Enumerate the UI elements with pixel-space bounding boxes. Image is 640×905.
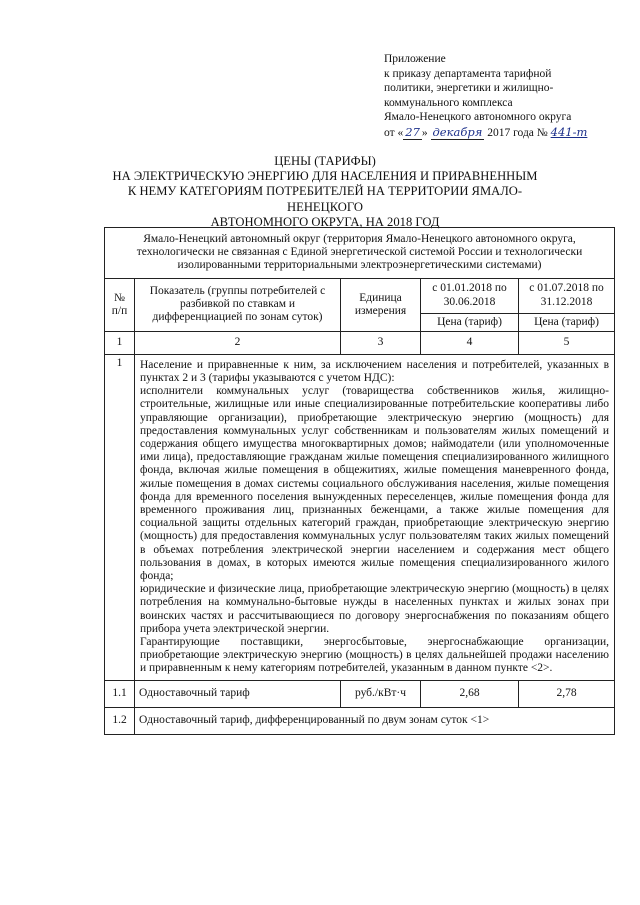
region-row xyxy=(105,228,615,279)
table-row-item-1-1 xyxy=(105,680,615,707)
region-cell: Ямало-Ненецкий автономный округ (территория Ямало-Ненецкого автономного округа, технологически не связанная с Единой энергетической системой России и технологически изолированными территориальными электроэнергетическими системами) xyxy=(105,228,615,279)
appendix-line: Приложение xyxy=(384,53,446,65)
title-line: АВТОНОМНОГО ОКРУГА, НА 2018 ГОД xyxy=(210,214,440,229)
tariff-table xyxy=(104,227,615,735)
handwritten-month: декабря xyxy=(432,124,483,139)
header-period-2: с 01.07.2018 по 31.12.2018 xyxy=(519,278,615,313)
title-line: К НЕМУ КАТЕГОРИЯМ ПОТРЕБИТЕЛЕЙ НА ТЕРРИТОРИИ ЯМАЛО-НЕНЕЦКОГО xyxy=(127,184,523,214)
column-number: 2 xyxy=(135,331,341,354)
item-unit: руб./кВт·ч xyxy=(341,680,421,707)
title-line: ЦЕНЫ (ТАРИФЫ) xyxy=(274,154,376,168)
appendix-block xyxy=(384,52,630,141)
header-price-1: Цена (тариф) xyxy=(421,313,519,331)
table-row-item-1-2 xyxy=(105,707,615,734)
column-number: 5 xyxy=(519,331,615,354)
description-paragraph: Население и приравненные к ним, за исключением населения и потребителей, указанных в пунктах 2 и 3 (тарифы указываются с учетом НДС): xyxy=(140,358,610,385)
appendix-line: коммунального комплекса xyxy=(384,96,513,109)
column-number: 4 xyxy=(421,331,519,354)
header-period-1: с 01.01.2018 по 30.06.2018 xyxy=(421,278,519,313)
date-suffix: 2017 года № xyxy=(487,126,548,139)
item-number: 1 xyxy=(105,354,135,680)
item-name: Одноставочный тариф, дифференцированный по двум зонам суток <1> xyxy=(135,707,615,734)
header-indicator: Показатель (группы потребителей с разбивкой по ставкам и дифференциацией по зонам суток) xyxy=(135,278,341,331)
handwritten-order-number: 441-т xyxy=(550,124,588,139)
description-paragraph: Гарантирующие поставщики, энергосбытовые, энергоснабжающие организации, приобретающие электрическую энергию (мощность) в целях дальнейшей продажи населению и приравненным к нему категориям потребителей, указанным в данном пункте <2>. xyxy=(140,636,610,675)
header-unit: Единица измерения xyxy=(341,278,421,331)
item-name: Одноставочный тариф xyxy=(135,680,341,707)
header-price-2: Цена (тариф) xyxy=(519,313,615,331)
title-line: НА ЭЛЕКТРИЧЕСКУЮ ЭНЕРГИЮ ДЛЯ НАСЕЛЕНИЯ И ПРИРАВНЕННЫМ xyxy=(112,169,538,184)
column-number: 3 xyxy=(341,331,421,354)
column-number-row xyxy=(105,331,615,354)
item-price-2: 2,78 xyxy=(519,680,615,707)
description-paragraph: исполнители коммунальных услуг (товарищества собственников жилья, жилищно-строительные, жилищные или иные специализированные потребительские кооперативы либо управляющие организации), приобретающие электрическую энергию (мощность) для предоставления коммунальных услуг собственникам и пользователям жилых помещений и содержания общего имущества многоквартирных домов; наймодатели (или уполномоченные ими лица), предоставляющие гражданам жилые помещения специализированного жилищного фонда, включая жилые помещения в общежитиях, жилые помещения маневренного фонда, жилые помещения в домах системы социального обслуживания населения, жилые помещения фонда для временного поселения вынужденных переселенцев, жилые помещения фонда для временного проживания лиц, признанных беженцами, а также жилые помещения для социальной защиты отдельных категорий граждан, приобретающие электрическую энергию (мощность) для предоставления коммунальных услуг пользователям таких жилых помещений в объемах потребления электрической энергии населением и содержания мест общего пользования в домах, в которых имеются жилые помещения специализированного жилого фонда; xyxy=(140,385,610,583)
date-prefix: от « xyxy=(384,126,404,139)
item-number: 1.2 xyxy=(105,707,135,734)
header-row xyxy=(105,278,615,313)
appendix-line: к приказу департамента тарифной xyxy=(384,67,552,80)
table-row-item-1 xyxy=(105,354,615,680)
item-description xyxy=(135,354,615,680)
appendix-line: Ямало-Ненецкого автономного округа xyxy=(384,111,572,124)
item-price-1: 2,68 xyxy=(421,680,519,707)
appendix-line: политики, энергетики и жилищно- xyxy=(384,82,554,95)
column-number: 1 xyxy=(105,331,135,354)
description-paragraph: юридические и физические лица, приобретающие электрическую энергию (мощность) в целях потребления на коммунально-бытовые нужды в населенных пунктах и жилых зонах при воинских частях и рассчитывающиеся по договору энергоснабжения по показаниям общего прибора учета электрической энергии. xyxy=(140,583,610,635)
handwritten-day: 27 xyxy=(405,124,420,139)
document-title xyxy=(90,154,560,230)
date-mid: » xyxy=(421,126,428,139)
item-number: 1.1 xyxy=(105,680,135,707)
header-num: № п/п xyxy=(105,278,135,331)
appendix-date-line xyxy=(384,125,630,141)
